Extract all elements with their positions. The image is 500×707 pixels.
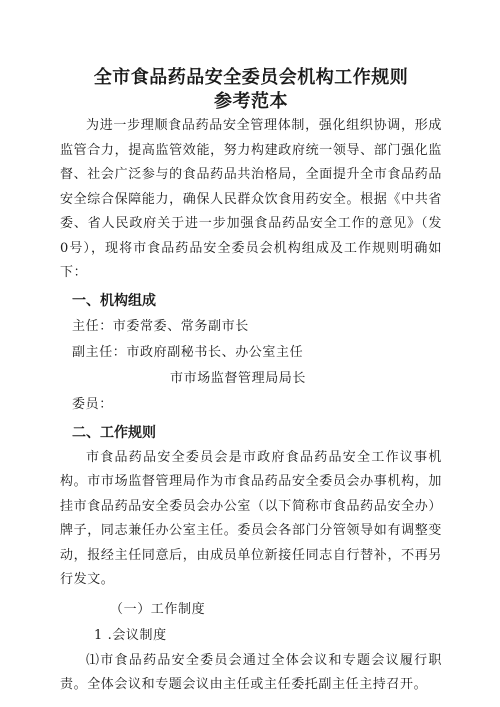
section1-heading: 一、机构组成 [72, 292, 156, 309]
item1-heading: 1 .会议制度 [94, 627, 167, 643]
subsection1-heading: （一）工作制度 [110, 601, 206, 617]
document-subtitle: 参考范本 [214, 91, 288, 112]
deputy-director-line-2: 市市场监督管理局局长 [170, 370, 307, 386]
item1-paragraph: ⑴市食品药品安全委员会通过全体会议和专题会议履行职责。全体会议和专题会议由主任或主任委托副主任主持召开。 [60, 652, 442, 692]
section2-heading: 二、工作规则 [72, 424, 156, 441]
intro-paragraph: 为进一步理顺食品药品安全管理体制，强化组织协调，形成监管合力，提高监管效能，努力构建政府统一领导、部门强化监督、社会广泛参与的食品药品共治格局，全面提升全市食品药品安全综合保障能力，确保人民群众饮食用药安全。根据《中共省委、省人民政府关于进一步加强食品药品安全工作的意见》（发0号），现将市食品药品安全委员会机构组成及工作规则明确如下： [60, 118, 442, 280]
members-line: 委员： [72, 396, 113, 412]
document-title: 全市食品药品安全委员会机构工作规则 [93, 67, 409, 88]
director-line: 主任：市委常委、常务副市长 [72, 318, 249, 334]
deputy-director-line: 副主任：市政府副秘书长、办公室主任 [72, 344, 304, 360]
section2-paragraph: 市食品药品安全委员会是市政府食品药品安全工作议事机构。市市场监督管理局作为市食品药品安全委员会办事机构，加挂市食品药品安全委员会办公室（以下简称市食品药品安全办）牌子，同志兼任办公室主任。委员会各部门分管领导如有调整变动，报经主任同意后，由成员单位新接任同志自行替补，不再另行发文。 [60, 449, 442, 587]
